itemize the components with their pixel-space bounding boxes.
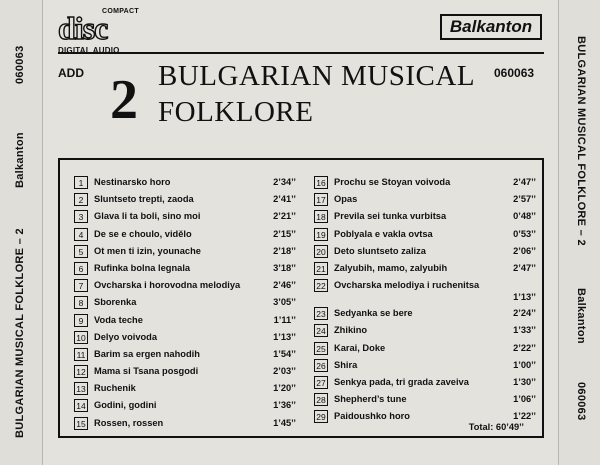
track-row: [314, 307, 536, 324]
track-duration: 2’03’’: [273, 366, 296, 377]
track-number: 11: [74, 348, 88, 361]
track-row: [74, 262, 302, 279]
track-duration: 2’34’’: [273, 177, 296, 187]
track-number: 27: [314, 376, 328, 389]
spine-title: BULGARIAN MUSICAL FOLKLORE – 2: [14, 228, 26, 438]
track-duration: 0’48’’: [513, 211, 536, 222]
track-number: 23: [314, 307, 328, 320]
track-duration: 1’00’’: [513, 359, 536, 370]
track-number: 13: [74, 382, 88, 395]
album-title-line-2: FOLKLORE: [158, 96, 314, 128]
track-title: Senkya pada, tri grada zaveiva: [334, 376, 469, 387]
track-number: 8: [74, 296, 88, 309]
track-title: Ovcharska i horovodna melodiya: [94, 280, 241, 291]
track-duration: 1’13’’: [273, 331, 296, 342]
track-title: Prochu se Stoyan voivoda: [334, 177, 451, 187]
track-number: 12: [74, 365, 88, 378]
track-number: 4: [74, 228, 88, 241]
track-title: Sedyanka se bere: [334, 308, 413, 319]
track-row: [314, 279, 536, 307]
track-duration: 1’22’’: [513, 411, 536, 422]
track-row: [314, 176, 536, 193]
catalog-number: 060063: [494, 66, 535, 80]
total-duration: Total: 60’49’’: [468, 422, 524, 432]
track-title: Mama si Tsana posgodi: [94, 366, 199, 377]
track-number: 9: [74, 314, 88, 327]
track-duration: 2’06’’: [513, 245, 536, 256]
track-duration: 1’13’’: [513, 292, 536, 303]
track-number: 10: [74, 331, 88, 344]
track-duration: 2’46’’: [273, 280, 296, 291]
track-number: 24: [314, 324, 328, 337]
track-title: Barim sa ergen nahodih: [94, 348, 200, 359]
track-row: [74, 331, 302, 348]
record-label-badge: Balkanton: [440, 14, 542, 40]
track-duration: 1’06’’: [513, 394, 536, 405]
track-row: [74, 228, 302, 245]
track-row: [314, 228, 536, 245]
track-duration: 1’11’’: [273, 314, 296, 325]
track-row: [314, 376, 536, 393]
track-duration: 1’20’’: [273, 383, 296, 394]
track-title: Voda teche: [94, 314, 143, 325]
track-title: Rufinka bolna legnala: [94, 262, 191, 273]
track-number: 21: [314, 262, 328, 275]
track-number: 17: [314, 193, 328, 206]
track-title: Shira: [334, 359, 358, 370]
logo-compact-text: COMPACT: [102, 8, 139, 15]
track-title: Sluntseto trepti, zaoda: [94, 194, 194, 205]
track-duration: 2’18’’: [273, 245, 296, 256]
track-row: [314, 193, 536, 210]
tracklist-column-left: [74, 176, 302, 434]
header-divider: [58, 52, 544, 54]
track-title: Nestinarsko horo: [94, 177, 171, 187]
left-spine: [0, 0, 43, 465]
track-title: Opas: [334, 194, 358, 205]
track-number: 3: [74, 210, 88, 223]
track-row: [314, 359, 536, 376]
tracklist-box: [58, 158, 544, 438]
track-number: 2: [74, 193, 88, 206]
track-number: 18: [314, 210, 328, 223]
track-row: [314, 393, 536, 410]
track-duration: 3’18’’: [273, 262, 296, 273]
track-title: Delyo voivoda: [94, 331, 158, 342]
right-spine: [558, 0, 600, 465]
track-number: 15: [74, 417, 88, 430]
track-duration: 2’47’’: [513, 262, 536, 273]
track-title: Karai, Doke: [334, 342, 386, 353]
track-title: Poblyala e vakla ovtsa: [334, 228, 433, 239]
track-row: [314, 324, 536, 341]
track-row: [314, 210, 536, 227]
track-number: 20: [314, 245, 328, 258]
track-row: [74, 296, 302, 313]
track-number: 16: [314, 176, 328, 189]
track-duration: 1’45’’: [273, 417, 296, 428]
track-row: [314, 245, 536, 262]
track-title: Paidoushko horo: [334, 411, 410, 422]
track-title: Deto sluntseto zaliza: [334, 245, 426, 256]
logo-digital-audio-text: DIGITAL AUDIO: [58, 46, 120, 55]
track-title: Sborenka: [94, 297, 137, 308]
track-number: 28: [314, 393, 328, 406]
track-number: 6: [74, 262, 88, 275]
track-title: Zalyubih, mamo, zalyubih: [334, 262, 448, 273]
track-row: [74, 348, 302, 365]
track-duration: 2’47’’: [513, 177, 536, 187]
track-number: 1: [74, 176, 88, 189]
volume-number: 2: [110, 69, 138, 131]
track-duration: 1’54’’: [273, 348, 296, 359]
track-duration: 2’24’’: [513, 308, 536, 319]
track-title: Zhikino: [334, 325, 368, 336]
track-duration: 2’41’’: [273, 194, 296, 205]
track-duration: 2’57’’: [513, 194, 536, 205]
track-row: [74, 245, 302, 262]
track-row: [74, 279, 302, 296]
track-row: [74, 417, 302, 434]
track-number: 5: [74, 245, 88, 258]
track-duration: 1’33’’: [513, 325, 536, 336]
track-title: Ot men ti izin, younache: [94, 245, 201, 256]
compact-disc-logo: [58, 8, 142, 56]
spine-label-right: Balkanton: [575, 288, 587, 344]
track-number: 26: [314, 359, 328, 372]
spine-label: Balkanton: [14, 132, 26, 188]
track-duration: 1’36’’: [273, 400, 296, 411]
track-title: Glava li ta boli, sino moi: [94, 211, 201, 222]
track-title: De se e choulo, vidělo: [94, 228, 192, 239]
track-number: 25: [314, 342, 328, 355]
track-row: [314, 342, 536, 359]
track-row: [74, 314, 302, 331]
track-row: [74, 193, 302, 210]
track-title: Ovcharska melodiya i ruchenitsa: [334, 280, 480, 291]
track-title: Ruchenik: [94, 383, 136, 394]
track-row: [314, 262, 536, 279]
track-duration: 2’15’’: [273, 228, 296, 239]
track-row: [74, 176, 302, 193]
track-title: Godini, godini: [94, 400, 157, 411]
track-duration: 3’05’’: [273, 297, 296, 308]
track-title: Previla sei tunka vurbitsa: [334, 211, 447, 222]
track-row: [74, 365, 302, 382]
track-duration: 2’22’’: [513, 342, 536, 353]
track-row: [74, 382, 302, 399]
track-number: 22: [314, 279, 328, 292]
track-number: 7: [74, 279, 88, 292]
spine-catalog-number-right: 060063: [575, 382, 587, 421]
track-number: 29: [314, 410, 328, 423]
logo-disc-text: disc: [58, 10, 108, 46]
track-row: [74, 210, 302, 227]
track-title: Shepherd’s tune: [334, 394, 407, 405]
track-duration: 1’30’’: [513, 376, 536, 387]
track-number: 19: [314, 228, 328, 241]
tracklist-column-right: [314, 176, 536, 427]
track-duration: 0’53’’: [513, 228, 536, 239]
track-duration: 2’21’’: [273, 211, 296, 222]
add-code: ADD: [58, 66, 84, 80]
album-title-line-1: BULGARIAN MUSICAL: [158, 60, 476, 92]
track-title: Rossen, rossen: [94, 417, 164, 428]
spine-catalog-number: 060063: [14, 45, 26, 84]
spine-title-right: BULGARIAN MUSICAL FOLKLORE – 2: [575, 36, 587, 246]
track-number: 14: [74, 399, 88, 412]
track-row: [74, 399, 302, 416]
